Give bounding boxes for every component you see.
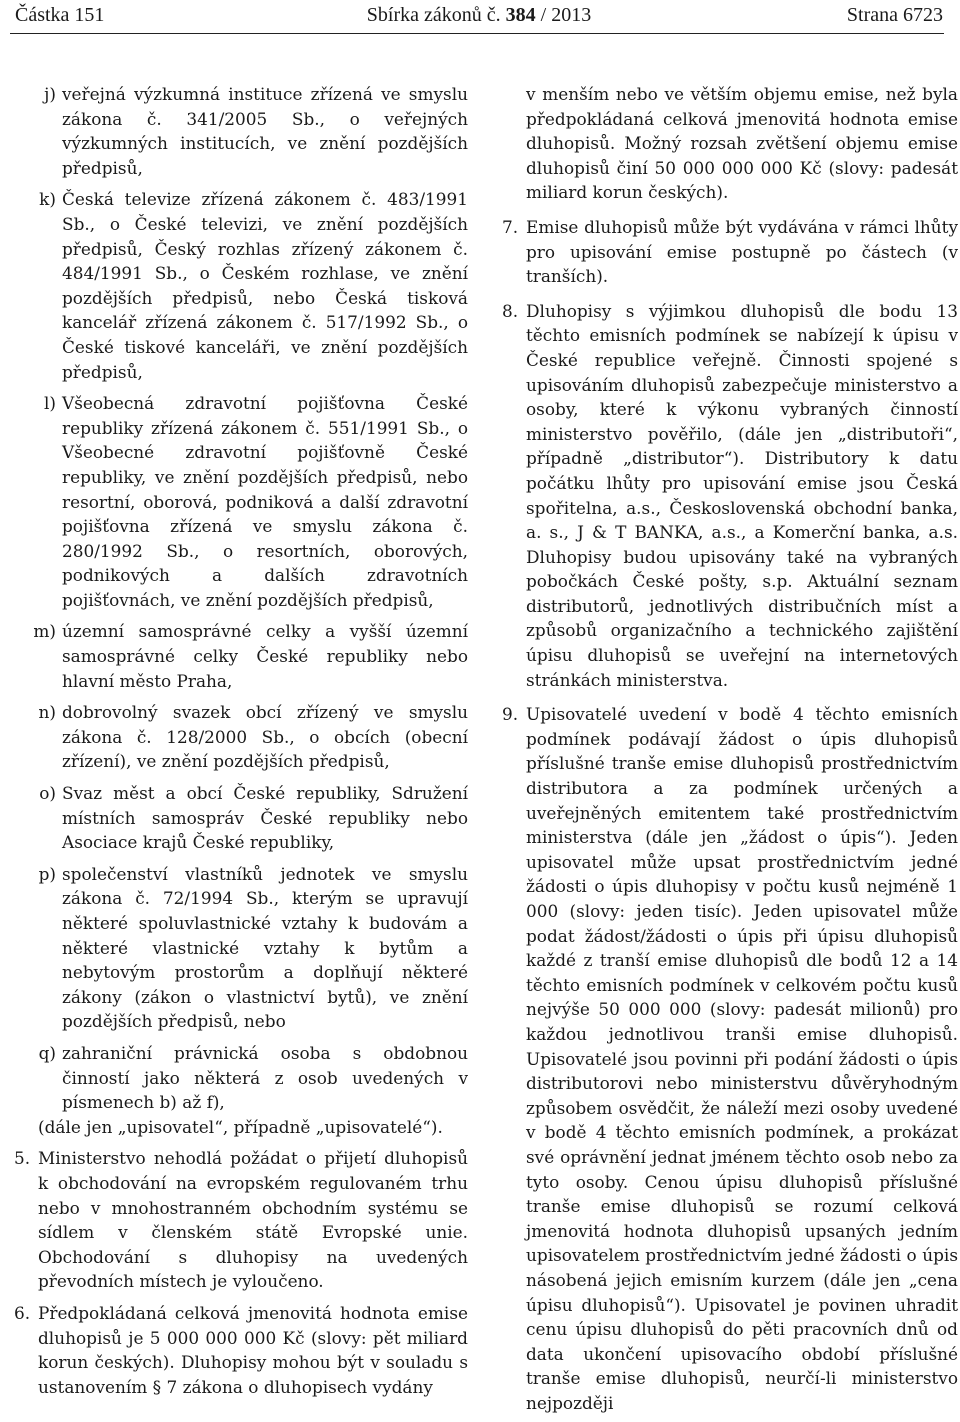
item-marker: o) (39, 783, 56, 804)
point-text: Upisovatelé uvedení v bodě 4 těchto emisních podmínek podávají žádost o úpis dluhopisů příslušné tranše emise dluhopisů prostřednictvím distributora a za podmínek určených a uveřejněných emitentem také prostřednictvím ministerstva (dále jen „žádost o úpis“). Jeden upisovatel může upsat prostřednictvím jedné žádosti o úpis dluhopisy v počtu kusů nejméně 1 000 (slovy: jeden tisíc). Jeden upisovatel může podat žádost/žádosti o úpis při úpisu dluhopisů každé z tranší emise dluhopisů dle bodů 12 a 14 těchto emisních podmínek v celkovém počtu kusů nejvýše 50 000 000 (slovy: padesát milionů) pro každou jednotlivou tranši emise dluhopisů. Upisovatelé jsou povinni při podání žádosti o úpis distributorovi nebo ministerstvu důvěryhodným způsobem osvědčit, že náleží mezi osoby uvedené v bodě 4 těchto emisních podmínek, a prokázat své oprávnění jednat jménem těchto osob nebo za tyto osoby. Cenou úpisu dluhopisů příslušné tranše emise dluhopisů se rozumí celková jmenovitá hodnota dluhopisů upsaných jedním upisovatelem prostřednictvím jedné žádosti o úpis násobená jejich emisním kurzem (dále jen „cena úpisu dluhopisů“). Upisovatel je povinen uhradit cenu úpisu dluhopisů do pěti pracovních dnů od data ukončení upisovacího období příslušné tranše emise dluhopisů, neurčí-li ministerstvo nejpozději (526, 704, 958, 1413)
point-number: 6. (14, 1302, 31, 1323)
list-item (14, 781, 468, 855)
item-text: Svaz měst a obcí České republiky, Sdružení místních samospráv České republiky nebo Asociace krajů České republiky, (62, 783, 468, 853)
list-item (14, 619, 468, 693)
item-marker: p) (38, 863, 56, 884)
item-marker: m) (33, 621, 56, 642)
header-collection-year: / 2013 (540, 4, 592, 26)
item-marker: k) (39, 189, 56, 210)
numbered-point (502, 702, 958, 1415)
point-text: Ministerstvo nehodlá požádat o přijetí dluhopisů k obchodování na evropském regulovaném trhu nebo v mnohostranném obchodním systému se sídlem v členském státě Evropské unie. Obchodování s dluhopisy na uvedených převodních místech je vyloučeno. (38, 1148, 468, 1292)
point-text: Předpokládaná celková jmenovitá hodnota emise dluhopisů je 5 000 000 000 Kč (slovy: pět miliard korun českých). Dluhopisy mohou být v souladu s ustanovením § 7 zákona o dluhopisech vydány (38, 1302, 468, 1397)
header-part: Částka 151 (15, 4, 105, 26)
item-text: zahraniční právnická osoba s obdobnou činností jako některá z osob uvedených v písmenech b) až f), (62, 1042, 468, 1113)
item-marker: j) (44, 84, 56, 104)
right-column (502, 82, 958, 1422)
item-marker: q) (38, 1042, 56, 1063)
list-item (14, 700, 468, 774)
continued-paragraph: v menším nebo ve větším objemu emise, než byla předpokládaná celková jmenovitá hodnota emise dluhopisů. Možný rozsah zvětšení objemu emise dluhopisů činí 50 000 000 000 Kč (slovy: padesát miliard korun českých). (526, 84, 958, 203)
item-text: územní samosprávné celky a vyšší územní samosprávné celky České republiky nebo hlavní město Praha, (62, 621, 468, 691)
numbered-point (502, 299, 958, 693)
left-column (14, 82, 468, 1406)
list-item (14, 82, 468, 180)
point-number: 8. (502, 300, 519, 321)
page-header (15, 4, 943, 32)
item-marker: n) (38, 702, 56, 723)
numbered-point (14, 1301, 468, 1399)
list-item (14, 862, 468, 1034)
definition-tail: (dále jen „upisovatel“, případně „upisovatelé“). (38, 1116, 443, 1137)
point-number: 5. (14, 1148, 31, 1169)
list-item (14, 187, 468, 384)
header-collection-prefix: Sbírka zákonů č. (366, 4, 501, 26)
point-number: 9. (502, 704, 519, 725)
header-collection (15, 4, 943, 27)
header-collection-number: 384 (505, 4, 536, 26)
point-text: Dluhopisy s výjimkou dluhopisů dle bodu 13 těchto emisních podmínek se nabízejí k úpisu v České republice veřejně. Činnosti spojené s upisováním dluhopisů zabezpečuje ministerstvo a osoby, které k výkonu vybraných činností ministerstvo pověřilo, (dále jen „distributoři“, případně „distributor“). Distributory k datu počátku lhůty pro upisování emise jsou Česká spořitelna, a.s., Československá obchodní banka, a. s., J & T BANKA, a.s., a Komerční banka, a.s. Dluhopisy budou upisovány také na vybraných pobočkách České pošty, s.p. Aktuální seznam distributorů, jednotlivých distribučních míst a způsobů organizačního a technického zajištění úpisu dluhopisů se uveřejní na internetových stránkách ministerstva. (526, 300, 958, 690)
numbered-point (502, 215, 958, 289)
item-text: společenství vlastníků jednotek ve smyslu zákona č. 72/1994 Sb., kterým se upravují některé spoluvlastnické vztahy k budovám a některé vlastnické vztahy k bytům a nebytovým prostorům a doplňují některé zákony (zákon o vlastnictví bytů), ve znění pozdějších předpisů, nebo (62, 863, 468, 1032)
list-item (14, 1041, 468, 1115)
item-text: Česká televize zřízená zákonem č. 483/1991 Sb., o České televizi, ve znění pozdějších předpisů, Český rozhlas zřízený zákonem č. 484/1991 Sb., o Českém rozhlase, ve znění pozdějších předpisů, nebo Česká tisková kancelář zřízená zákonem č. 517/1992 Sb., o České tiskové kanceláři, ve znění pozdějších předpisů, (62, 189, 468, 382)
header-page-number: Strana 6723 (846, 4, 943, 26)
item-marker: l) (44, 393, 56, 414)
list-item (14, 391, 468, 612)
numbered-point (14, 1146, 468, 1294)
point-text: Emise dluhopisů může být vydávána v rámci lhůty pro upisování emise postupně po částech (v tranších). (526, 216, 958, 287)
item-text: dobrovolný svazek obcí zřízený ve smyslu zákona č. 128/2000 Sb., o obcích (obecní zřízení), ve znění pozdějších předpisů, (62, 702, 468, 772)
item-text: veřejná výzkumná instituce zřízená ve smyslu zákona č. 341/2005 Sb., o veřejných výzkumných institucích, ve znění pozdějších předpisů, (62, 84, 468, 178)
header-rule (10, 33, 944, 34)
item-text: Všeobecná zdravotní pojišťovna České republiky zřízená zákonem č. 551/1991 Sb., o Všeobecné zdravotní pojišťovně České republiky, ve znění pozdějších předpisů, nebo resortní, oborová, podniková a další zdravotní pojišťovna zřízená ve smyslu zákona č. 280/1992 Sb., o resortních, oborových, podnikových a dalších zdravotních pojišťovnách, ve znění pozdějších předpisů, (62, 393, 468, 610)
point-number: 7. (502, 216, 519, 237)
